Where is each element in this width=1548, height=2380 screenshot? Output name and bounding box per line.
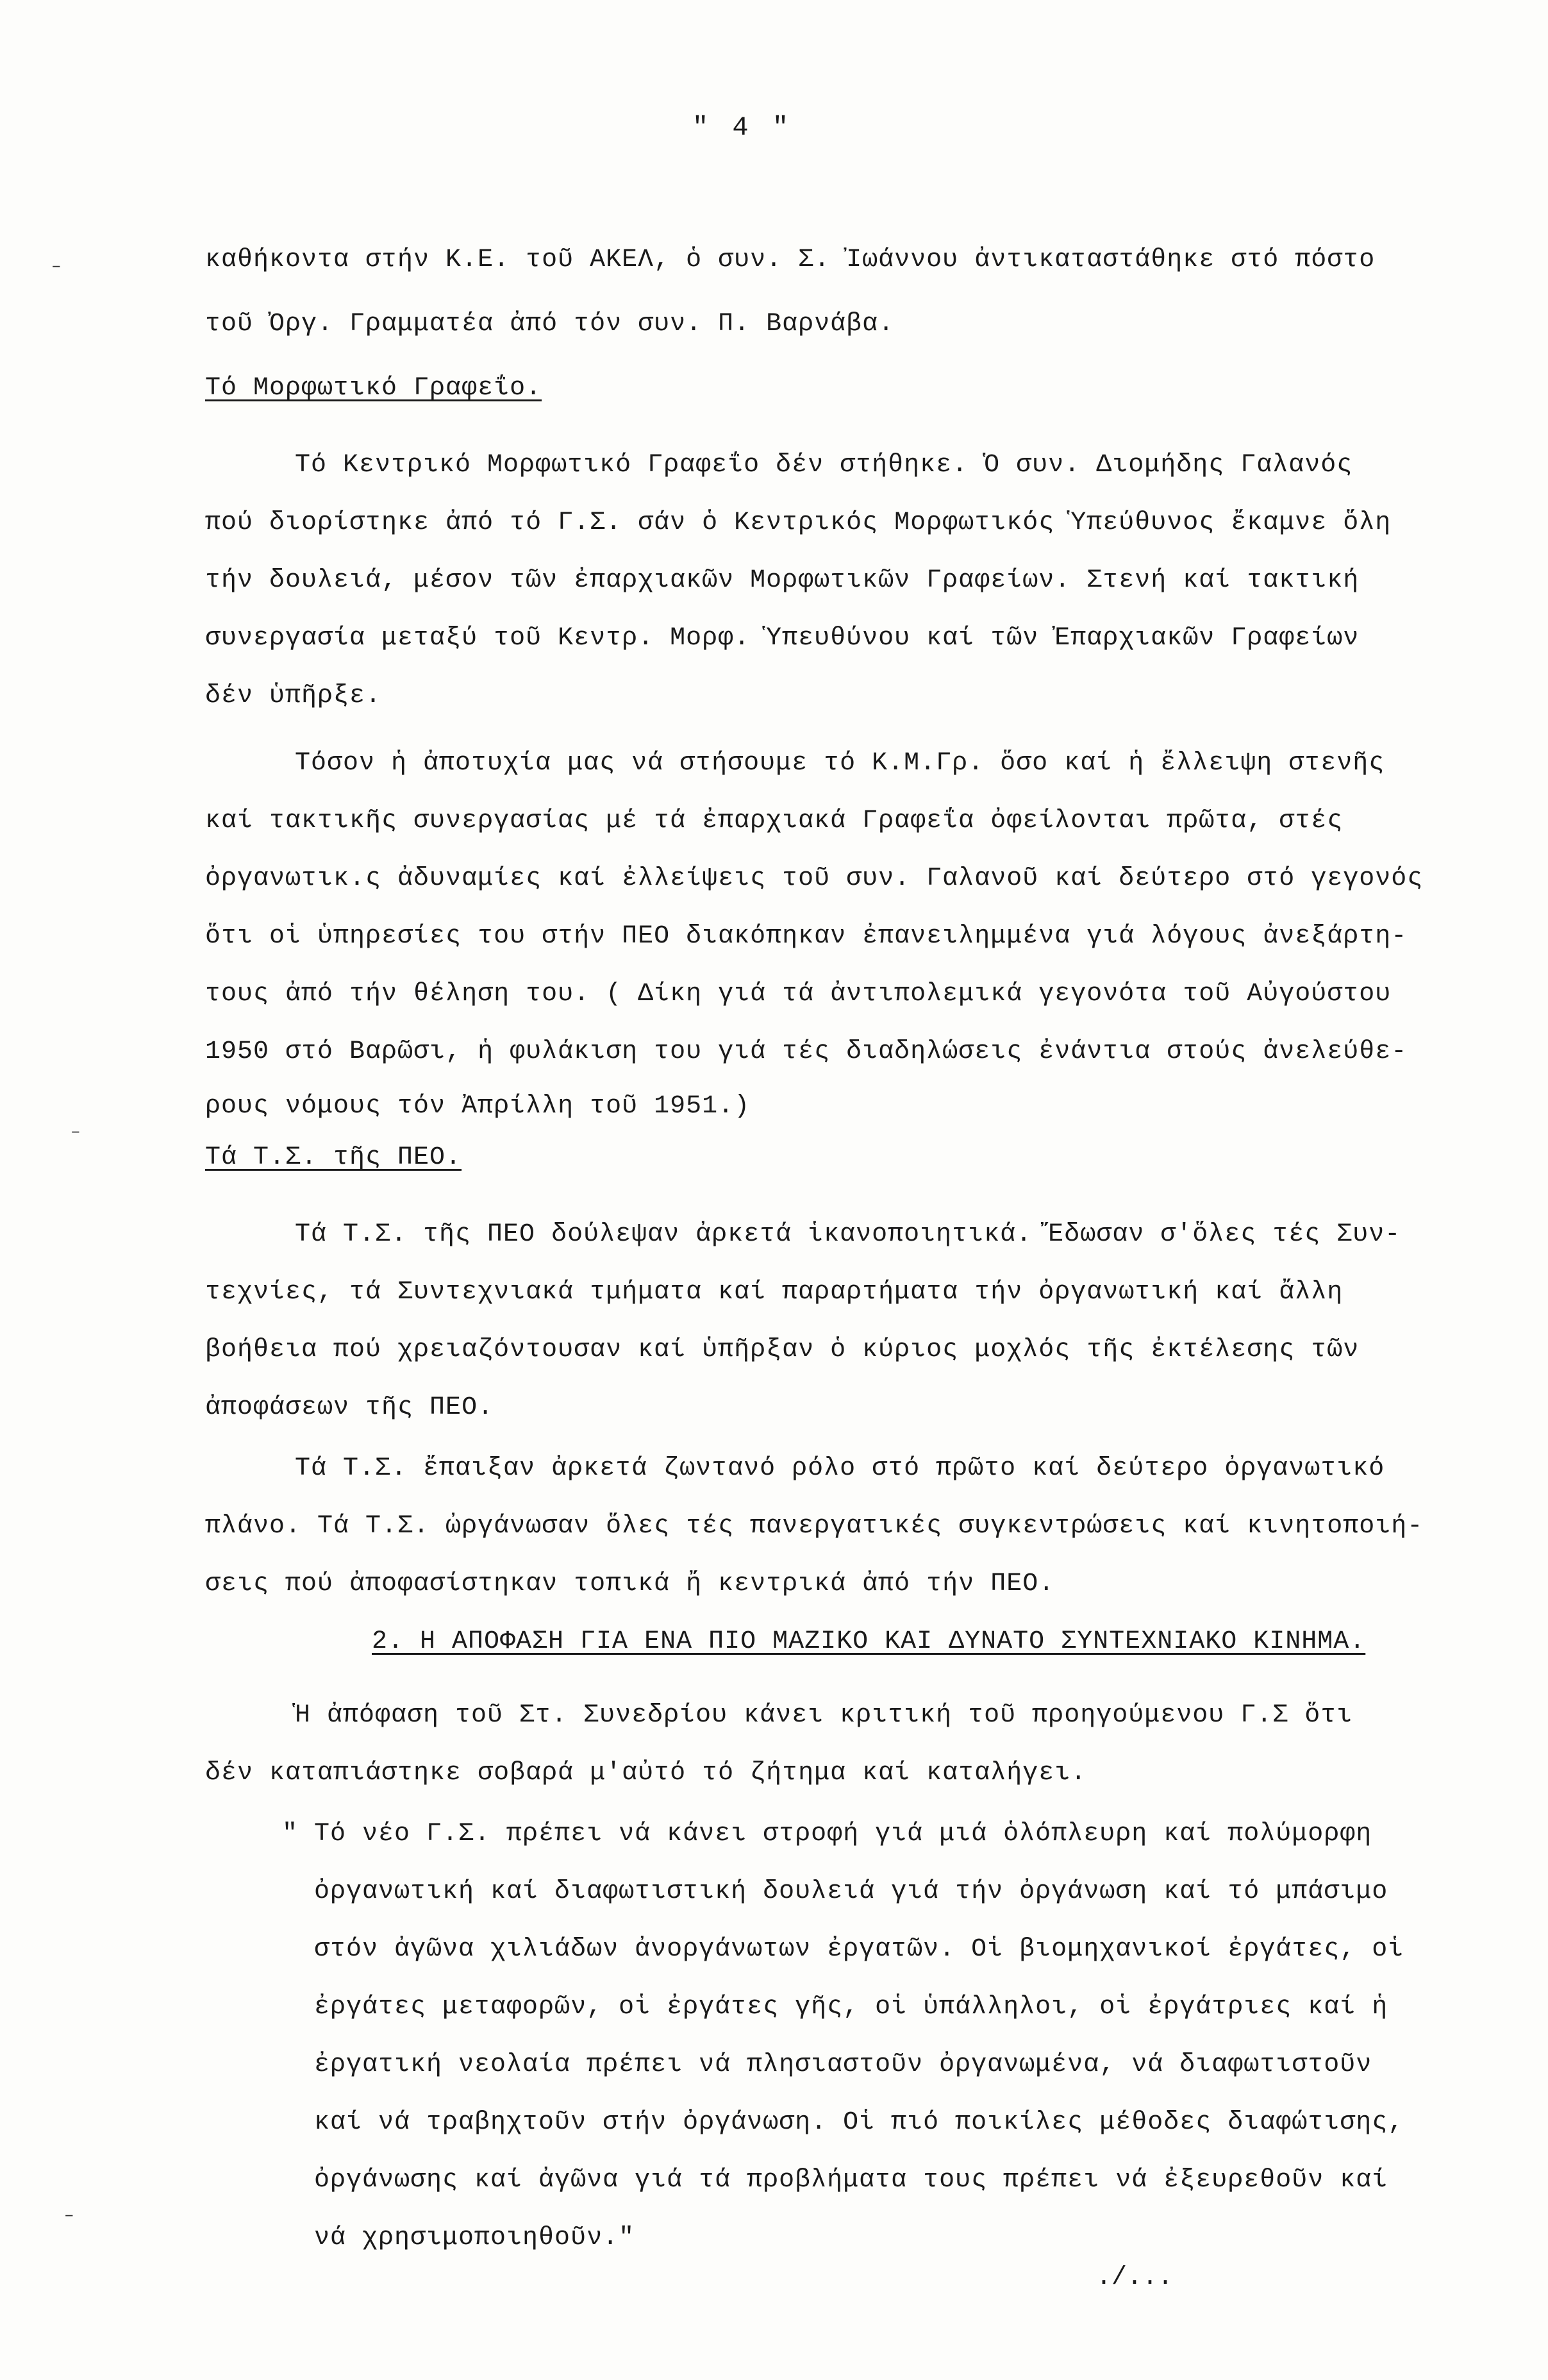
quote-line: καί νά τραβηχτοῦν στήν ὀργάνωση. Οἱ πιό ποικίλες μέθοδες διαφώτισης, — [314, 2108, 1404, 2137]
text-line: δέν ὑπῆρξε. — [205, 682, 382, 710]
quote-line: ὀργάνωσης καί ἀγῶνα γιά τά προβλήματα τους πρέπει νά ἐξευρεθοῦν καί — [314, 2166, 1388, 2195]
page-number: " 4 " — [692, 112, 793, 143]
quote-line: στόν ἀγῶνα χιλιάδων ἀνοργάνωτων ἐργατῶν. Οἱ βιομηχανικοί ἐργάτες, οἱ — [314, 1935, 1404, 1964]
text-line: τοῦ Ὀργ. Γραμματέα ἀπό τόν συν. Π. Βαρνάβα. — [205, 310, 895, 339]
text-line: δέν καταπιάστηκε σοβαρά μ'αὐτό τό ζήτημα καί καταλήγει. — [205, 1759, 1087, 1788]
continuation-mark: ./... — [1096, 2263, 1174, 2292]
text-line: 1950 στό Βαρῶσι, ἡ φυλάκιση του γιά τές διαδηλώσεις ἐνάντια στούς ἀνελεύθε- — [205, 1037, 1408, 1066]
text-line: τους ἀπό τήν θέληση του. ( Δίκη γιά τά ἀντιπολεμικά γεγονότα τοῦ Αὐγούστου — [205, 980, 1392, 1009]
text-line: καθήκοντα στήν Κ.Ε. τοῦ ΑΚΕΛ, ὁ συν. Σ. Ἰωάννου ἀντικαταστάθηκε στό πόστο — [205, 246, 1376, 274]
text-line: ὀργανωτικ.ς ἀδυναμίες καί ἐλλείψεις τοῦ συν. Γαλανοῦ καί δεύτερο στό γεγονός — [205, 864, 1424, 893]
section-heading: Τά Τ.Σ. τῆς ΠΕΟ. — [205, 1143, 462, 1172]
text-line: βοήθεια πού χρειαζόντουσαν καί ὑπῆρξαν ὁ κύριος μοχλός τῆς ἐκτέλεσης τῶν — [205, 1336, 1360, 1364]
quote-line: " Τό νέο Γ.Σ. πρέπει νά κάνει στροφή γιά μιά ὁλόπλευρη καί πολύμορφη — [282, 1820, 1372, 1848]
text-line: τεχνίες, τά Συντεχνιακά τμήματα καί παραρτήματα τήν ὀργανωτική καί ἄλλη — [205, 1278, 1344, 1307]
quote-line: ἐργατική νεολαία πρέπει νά πλησιαστοῦν ὀργανωμένα, νά διαφωτιστοῦν — [314, 2050, 1372, 2079]
text-line: Τόσον ἡ ἀποτυχία μας νά στήσουμε τό Κ.Μ.Γρ. ὅσο καί ἡ ἔλλειψη στενῆς — [295, 749, 1385, 778]
text-line: σεις πού ἀποφασίστηκαν τοπικά ἤ κεντρικά ἀπό τήν ΠΕΟ. — [205, 1570, 1055, 1598]
text-line: καί τακτικῆς συνεργασίας μέ τά ἐπαρχιακά Γραφεΐα ὀφείλονται πρῶτα, στές — [205, 807, 1344, 835]
text-line: πού διορίστηκε ἀπό τό Γ.Σ. σάν ὁ Κεντρικός Μορφωτικός Ὑπεύθυνος ἔκαμνε ὅλη — [205, 508, 1392, 537]
margin-mark: – — [51, 256, 62, 276]
text-line: τήν δουλειά, μέσον τῶν ἐπαρχιακῶν Μορφωτικῶν Γραφείων. Στενή καί τακτική — [205, 566, 1360, 595]
quote-line: νά χρησιμοποιηθοῦν." — [314, 2224, 635, 2252]
section-heading: Τό Μορφωτικό Γραφεΐο. — [205, 374, 542, 403]
text-line: Τό Κεντρικό Μορφωτικό Γραφεΐο δέν στήθηκε. Ὁ συν. Διομήδης Γαλανός — [295, 451, 1353, 480]
margin-mark: – — [71, 1122, 81, 1141]
section-heading: 2. Η ΑΠΟΦΑΣΗ ΓΙΑ ΕΝΑ ΠΙΟ ΜΑΖΙΚΟ ΚΑΙ ΔΥΝΑΤΟ ΣΥΝΤΕΧΝΙΑΚΟ ΚΙΝΗΜΑ. — [372, 1627, 1366, 1656]
text-line: συνεργασία μεταξύ τοῦ Κεντρ. Μορφ. Ὑπευθύνου καί τῶν Ἐπαρχιακῶν Γραφείων — [205, 624, 1360, 653]
quote-line: ἐργάτες μεταφορῶν, οἱ ἐργάτες γῆς, οἱ ὑπάλληλοι, οἱ ἐργάτριες καί ἡ — [314, 1993, 1388, 2022]
text-line: Τά Τ.Σ. τῆς ΠΕΟ δούλεψαν ἀρκετά ἱκανοποιητικά. Ἔδωσαν σ'ὅλες τές Συν- — [295, 1220, 1401, 1249]
text-line: ρους νόμους τόν Ἀπρίλλη τοῦ 1951.) — [205, 1092, 751, 1121]
text-line: ἀποφάσεων τῆς ΠΕΟ. — [205, 1393, 494, 1422]
text-line: πλάνο. Τά Τ.Σ. ὠργάνωσαν ὅλες τές πανεργατικές συγκεντρώσεις καί κινητοποιή- — [205, 1512, 1424, 1541]
text-line: ὅτι οἱ ὑπηρεσίες του στήν ΠΕΟ διακόπηκαν ἐπανειλημμένα γιά λόγους ἀνεξάρτη- — [205, 922, 1408, 951]
quote-line: ὀργανωτική καί διαφωτιστική δουλειά γιά τήν ὀργάνωση καί τό μπάσιμο — [314, 1877, 1388, 1906]
margin-mark: – — [64, 2206, 74, 2225]
text-line: Ἡ ἀπόφαση τοῦ Στ. Συνεδρίου κάνει κριτική τοῦ προηγούμενου Γ.Σ ὅτι — [295, 1701, 1353, 1730]
text-line: Τά Τ.Σ. ἔπαιξαν ἀρκετά ζωντανό ρόλο στό πρῶτο καί δεύτερο ὀργανωτικό — [295, 1454, 1385, 1483]
